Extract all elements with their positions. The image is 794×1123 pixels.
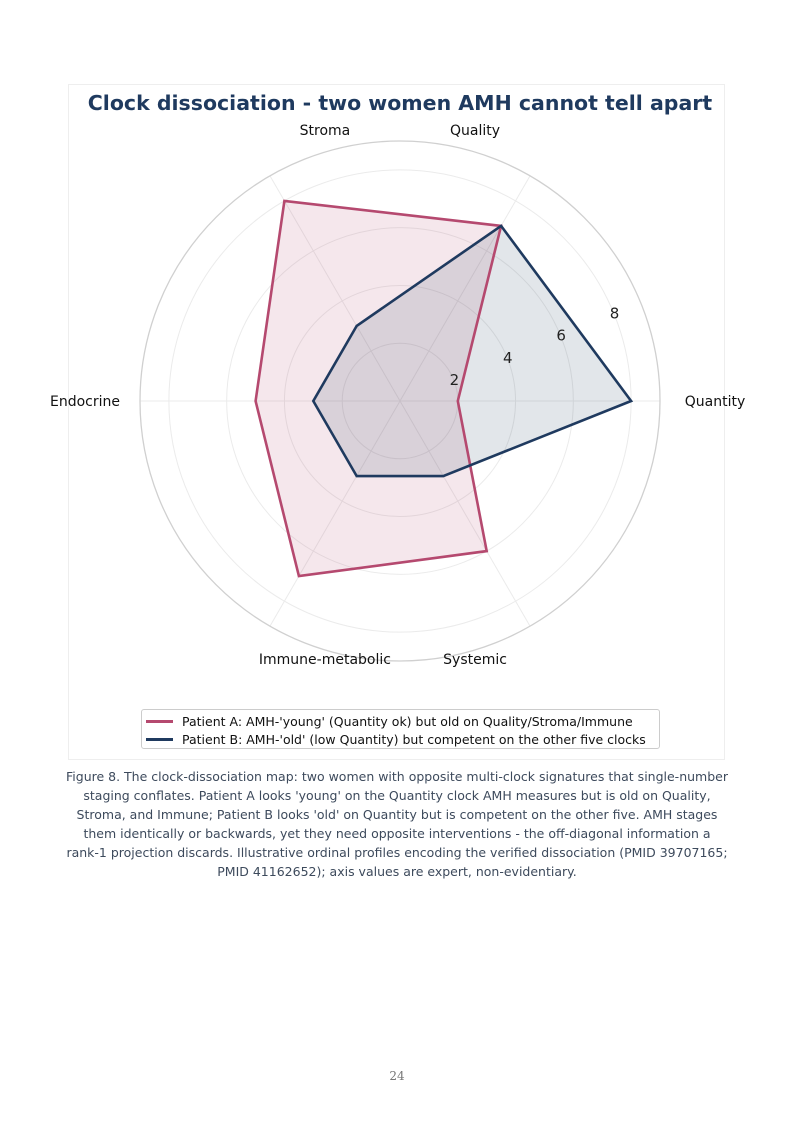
chart-legend <box>141 709 660 749</box>
legend-swatch-patient-b <box>146 738 173 741</box>
axis-label-immune-metabolic: Immune-metabolic <box>258 652 391 668</box>
radial-tick-label: 4 <box>502 348 513 367</box>
page-number: 24 <box>389 1069 405 1083</box>
legend-label-patient-a: Patient A: AMH-'young' (Quantity ok) but old on Quality/Stroma/Immune <box>182 713 633 729</box>
radial-tick-label: 2 <box>449 370 460 389</box>
figure-caption: Figure 8. The clock-dissociation map: two women with opposite multi-clock signatures that single-number staging conflates. Patient A looks 'young' on the Quantity clock AMH measures but is old on Quality, Stroma, and Immune; Patient B looks 'old' on Quantity but is competent on the other five. AMH stages them identically or backwards, yet they need opposite interventions - the off-diagonal information a rank-1 projection discards. Illustrative ordinal profiles encoding the verified dissociation (PMID 39707165; PMID 41162652); axis values are expert, non-evidentiary. <box>66 769 728 879</box>
legend-label-patient-b: Patient B: AMH-'old' (low Quantity) but competent on the other five clocks <box>182 731 646 747</box>
axis-label-systemic: Systemic <box>443 652 507 668</box>
chart-title: Clock dissociation - two women AMH cannot tell apart <box>87 91 713 115</box>
axis-label-quality: Quality <box>450 123 501 139</box>
axis-label-stroma: Stroma <box>299 123 351 139</box>
radial-tick-label: 8 <box>609 304 620 323</box>
axis-label-quantity: Quantity <box>684 394 746 410</box>
legend-swatch-patient-a <box>146 720 173 723</box>
legend-entry-patient-a <box>142 712 659 730</box>
radial-tick-label: 6 <box>556 326 566 345</box>
legend-entry-patient-b <box>142 730 659 748</box>
axis-label-endocrine: Endocrine <box>50 394 120 410</box>
